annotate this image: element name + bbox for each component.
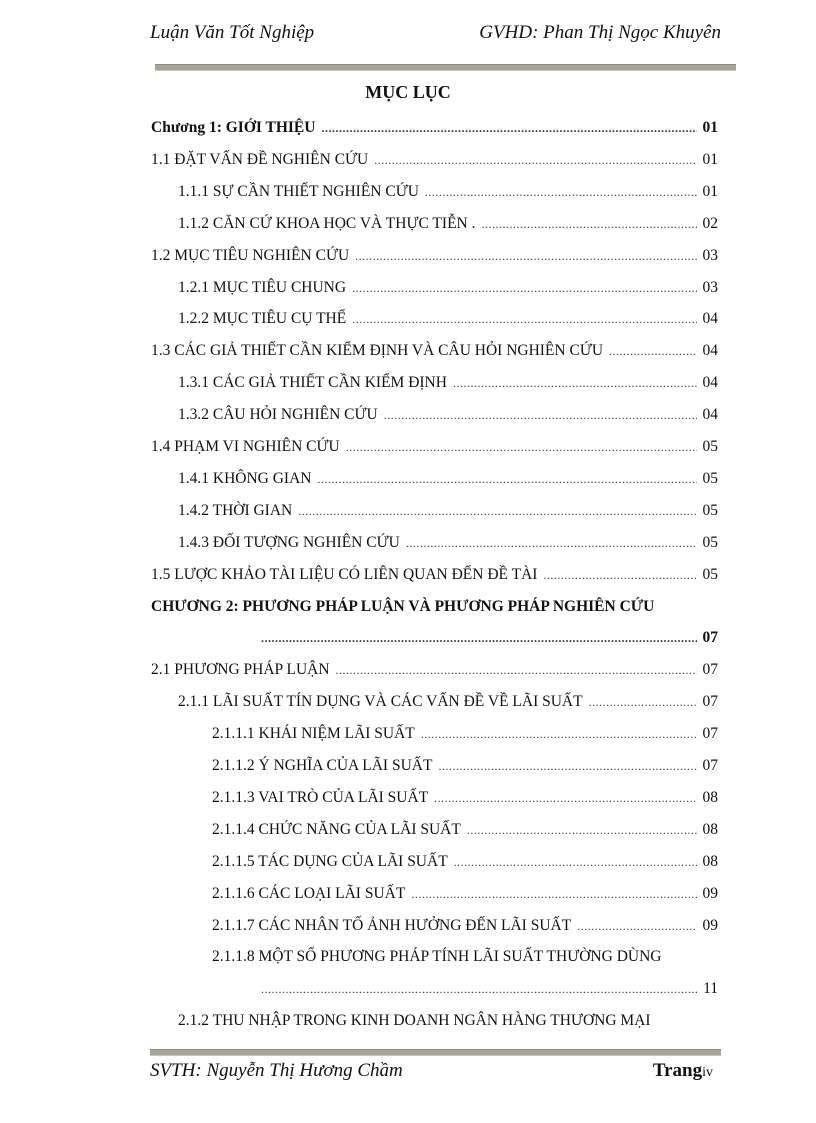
toc-entry[interactable] bbox=[178, 465, 718, 493]
toc-leader-dots bbox=[438, 752, 696, 780]
toc-entry-label: 1.3.2 CÂU HỎI NGHIÊN CỨU bbox=[178, 406, 378, 424]
toc-leader-dots bbox=[321, 114, 696, 142]
toc-entry[interactable] bbox=[212, 880, 718, 908]
toc-entry-page: 05 bbox=[702, 438, 718, 455]
toc-leader-dots bbox=[374, 146, 696, 174]
toc-entry[interactable] bbox=[151, 593, 720, 621]
toc-entry-page: 07 bbox=[702, 693, 718, 711]
toc-entry-label: 1.4 PHẠM VI NGHIÊN CỨU bbox=[151, 438, 340, 455]
toc-entry-page: 05 bbox=[702, 565, 718, 583]
toc-entry[interactable] bbox=[151, 656, 718, 684]
toc-entry-label: 1.2 MỤC TIÊU NGHIÊN CỨU bbox=[151, 246, 350, 264]
toc-entry-label: 1.2.1 MỤC TIÊU CHUNG bbox=[178, 278, 347, 296]
toc-leader-dots bbox=[336, 656, 697, 684]
toc-entry-label: 1.5 LƯỢC KHẢO TÀI LIỆU CÓ LIÊN QUAN ĐẾN ĐỀ TÀI bbox=[151, 565, 538, 583]
toc-entry-page: 04 bbox=[702, 310, 718, 328]
toc-leader-dots bbox=[261, 624, 697, 652]
toc-entry-label: 1.1 ĐẶT VẤN ĐỀ NGHIÊN CỨU bbox=[151, 150, 369, 168]
toc-leader-dots bbox=[261, 975, 697, 1003]
toc-entry-page: 03 bbox=[702, 278, 718, 296]
toc-entry-page: 03 bbox=[702, 246, 718, 264]
toc-entry-label: 1.4.2 THỜI GIAN bbox=[178, 501, 293, 519]
page-footer-right bbox=[653, 1060, 713, 1082]
toc-entry-page: 04 bbox=[702, 374, 718, 392]
toc-entry-label: 2.1.1.4 CHỨC NĂNG CỦA LÃI SUẤT bbox=[212, 820, 461, 838]
toc-entry-page: 05 bbox=[702, 533, 718, 551]
toc-entry-label: 2.1.1.7 CÁC NHÂN TỐ ẢNH HƯỞNG ĐẾN LÃI SUẤT bbox=[212, 916, 572, 934]
toc-entry-page: 05 bbox=[702, 501, 718, 519]
toc-entry[interactable] bbox=[212, 752, 718, 780]
toc-entry-page: 07 bbox=[702, 757, 718, 774]
toc-entry[interactable] bbox=[212, 720, 718, 748]
toc-entry-page: 05 bbox=[702, 469, 718, 487]
toc-entry-page: 08 bbox=[702, 852, 718, 870]
toc-leader-dots bbox=[421, 720, 697, 748]
toc-entry-page: 07 bbox=[702, 629, 718, 647]
toc-entry-page: 02 bbox=[702, 214, 718, 232]
toc-entry-page: 07 bbox=[702, 725, 718, 743]
toc-leader-dots bbox=[467, 816, 697, 844]
toc-entry[interactable] bbox=[212, 816, 718, 844]
toc-entry[interactable] bbox=[212, 848, 718, 876]
toc-entry-page: 08 bbox=[702, 820, 718, 838]
toc-leader-dots bbox=[355, 242, 696, 270]
toc-leader-dots bbox=[352, 274, 696, 302]
page-header-left: Luận Văn Tốt Nghiệp bbox=[150, 22, 315, 43]
toc-entry-label: 2.1.1.5 TÁC DỤNG CỦA LÃI SUẤT bbox=[212, 852, 448, 870]
toc-entry-label: 2.1 PHƯƠNG PHÁP LUẬN bbox=[151, 661, 330, 679]
toc-entry[interactable] bbox=[151, 242, 718, 270]
toc-entry-page: 04 bbox=[702, 342, 718, 360]
toc-entry[interactable] bbox=[178, 497, 718, 525]
page-header-right: GVHD: Phan Thị Ngọc Khuyên bbox=[479, 22, 721, 43]
toc-entry-label: 1.1.1 SỰ CẦN THIẾT NGHIÊN CỨU bbox=[178, 182, 419, 200]
toc-entry-label: 2.1.1.8 MỘT SỐ PHƯƠNG PHÁP TÍNH LÃI SUẤT THƯỜNG DÙNG bbox=[212, 948, 662, 966]
toc-leader-dots bbox=[589, 688, 697, 716]
toc-entry-page: 07 bbox=[702, 661, 718, 679]
toc-entry-label: Chương 1: GIỚI THIỆU bbox=[151, 119, 316, 136]
toc-entry-page: 11 bbox=[703, 980, 718, 998]
toc-entry[interactable] bbox=[178, 178, 718, 206]
toc-entry-label: 2.1.1 LÃI SUẤT TÍN DỤNG VÀ CÁC VẤN ĐỀ VỀ LÃI SUẤT bbox=[178, 693, 583, 711]
toc-entry[interactable] bbox=[178, 274, 718, 302]
toc-entry[interactable] bbox=[212, 912, 718, 940]
toc-entry-page: 01 bbox=[702, 182, 718, 200]
toc-entry[interactable] bbox=[151, 114, 718, 142]
toc-leader-dots bbox=[352, 305, 696, 333]
toc-entry[interactable] bbox=[178, 688, 718, 716]
toc-leader-dots bbox=[609, 337, 696, 365]
toc-leader-dots bbox=[406, 529, 697, 557]
toc-entry-page: 09 bbox=[702, 884, 718, 902]
toc-entry[interactable] bbox=[178, 369, 718, 397]
toc-entry-label: 2.1.2 THU NHẬP TRONG KINH DOANH NGÂN HÀNG THƯƠNG MẠI bbox=[178, 1012, 651, 1030]
toc-entry-label: 1.3.1 CÁC GIẢ THIẾT CẦN KIỂM ĐỊNH bbox=[178, 374, 447, 392]
toc-leader-dots bbox=[543, 561, 696, 589]
toc-entry-label: CHƯƠNG 2: PHƯƠNG PHÁP LUẬN VÀ PHƯƠNG PHÁP NGHIÊN CỨU bbox=[151, 597, 655, 615]
toc-entry-label: 1.3 CÁC GIẢ THIẾT CẦN KIỂM ĐỊNH VÀ CÂU HỎI NGHIÊN CỨU bbox=[151, 342, 604, 360]
toc-entry[interactable] bbox=[212, 943, 718, 971]
toc-entry-label: 2.1.1.1 KHÁI NIỆM LÃI SUẤT bbox=[212, 725, 415, 743]
toc-entry-label: 1.4.3 ĐỐI TƯỢNG NGHIÊN CỨU bbox=[178, 533, 400, 551]
toc-leader-dots bbox=[411, 880, 696, 908]
toc-entry-label: 2.1.1.3 VAI TRÒ CỦA LÃI SUẤT bbox=[212, 788, 429, 806]
toc-entry-label: 2.1.1.2 Ý NGHĨA CỦA LÃI SUẤT bbox=[212, 757, 433, 774]
toc-entry-label: 1.2.2 MỤC TIÊU CỤ THỂ bbox=[178, 310, 347, 328]
toc-leader-dots bbox=[346, 433, 697, 461]
toc-leader-dots bbox=[317, 465, 696, 493]
toc-entry-page: 04 bbox=[702, 406, 718, 424]
toc-entry-page: 09 bbox=[702, 916, 718, 934]
toc-entry[interactable] bbox=[151, 146, 718, 174]
toc-entry[interactable] bbox=[178, 1007, 718, 1035]
footer-page-word: Trang bbox=[652, 1060, 703, 1081]
toc-entry-label: 2.1.1.6 CÁC LOẠI LÃI SUẤT bbox=[212, 884, 406, 902]
toc-leader-dots bbox=[577, 912, 696, 940]
toc-entry[interactable] bbox=[178, 401, 718, 429]
toc-entry[interactable] bbox=[255, 624, 718, 652]
toc-leader-dots bbox=[454, 848, 697, 876]
toc-entry[interactable] bbox=[178, 210, 718, 238]
toc-entry[interactable] bbox=[151, 433, 718, 461]
toc-entry-label: 1.4.1 KHÔNG GIAN bbox=[178, 469, 312, 487]
header-divider bbox=[155, 64, 736, 71]
toc-entry-page: 08 bbox=[702, 788, 718, 806]
toc-entry[interactable] bbox=[151, 561, 718, 589]
toc-leader-dots bbox=[298, 497, 696, 525]
toc-leader-dots bbox=[453, 369, 697, 397]
toc-entry[interactable] bbox=[178, 529, 718, 557]
toc-entry[interactable] bbox=[212, 784, 718, 812]
toc-entry-page: 01 bbox=[702, 150, 718, 168]
footer-page-number: iv bbox=[702, 1065, 713, 1080]
footer-divider bbox=[150, 1049, 721, 1056]
toc-entry[interactable] bbox=[255, 975, 718, 1003]
toc-entry[interactable] bbox=[151, 337, 718, 365]
toc-leader-dots bbox=[434, 784, 696, 812]
toc-leader-dots bbox=[384, 401, 697, 429]
toc-leader-dots bbox=[425, 178, 697, 206]
toc-entry-label: 1.1.2 CĂN CỨ KHOA HỌC VÀ THỰC TIỄN . bbox=[178, 214, 476, 232]
toc-leader-dots bbox=[481, 210, 696, 238]
page-footer-left: SVTH: Nguyễn Thị Hương Chầm bbox=[150, 1060, 403, 1081]
toc-title: MỤC LỤC bbox=[365, 82, 451, 102]
toc-entry[interactable] bbox=[178, 305, 718, 333]
toc-entry-page: 01 bbox=[702, 119, 718, 136]
